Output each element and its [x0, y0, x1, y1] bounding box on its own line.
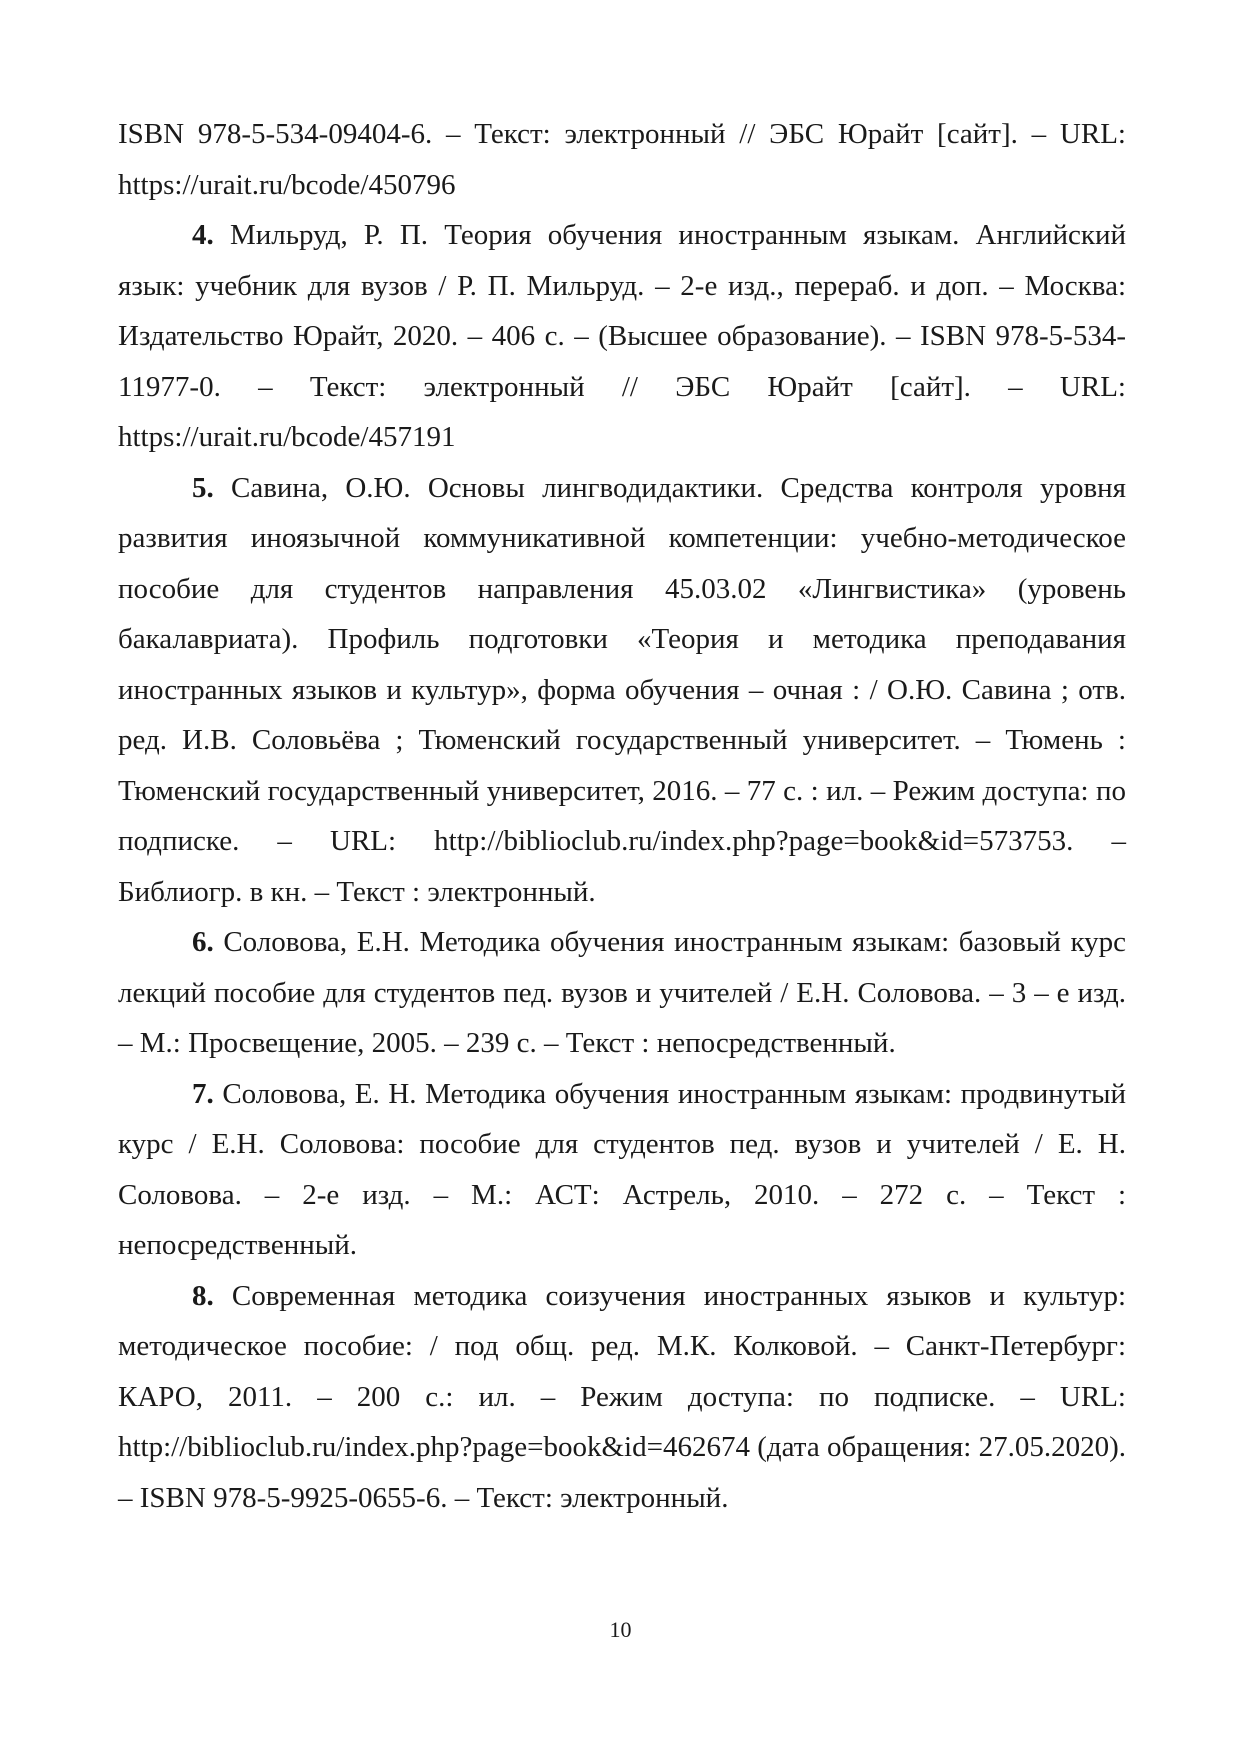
page-number: 10 [609, 1617, 632, 1642]
reference-continuation: ISBN 978-5-534-09404-6. – Текст: электронный // ЭБС Юрайт [сайт]. – URL: https://urait.ru/bcode/450796 [118, 118, 1126, 201]
reference-item-4 [118, 210, 1126, 463]
reference-number: 7. [192, 1077, 214, 1110]
reference-text: Соловова, Е.Н. Методика обучения иностранным языкам: базовый курс лекций пособие для студентов пед. вузов и учителей / Е.Н. Соловова. – 3 – е изд. – М.: Просвещение, 2005. – 239 с. – Текст : непосредственный. [118, 926, 1126, 1059]
reference-number: 6. [192, 926, 214, 958]
reference-text: Савина, О.Ю. Основы лингводидактики. Средства контроля уровня развития иноязычной коммуникативной компетенции: учебно-методическое пособие для студентов направления 45.03.02 «Лингвистика» (уровень бакалавриата). Профиль подготовки «Теория и методика преподавания иностранных языков и культур», форма обучения – очная : / О.Ю. Савина ; отв. ред. И.В. Соловьёва ; Тюменский государственный университет. – Тюмень : Тюменский государственный университет, 2016. – 77 с. : ил. – Режим доступа: по подписке. – URL: http://biblioclub.ru/index.php?page=book&id=573753. – Библиогр. в кн. – Текст : электронный. [118, 471, 1126, 908]
reference-number: 5. [192, 471, 214, 504]
reference-list [118, 109, 1126, 1523]
reference-item-7 [118, 1069, 1126, 1271]
reference-item-8 [118, 1271, 1126, 1524]
reference-item-6 [118, 917, 1126, 1069]
reference-item-5 [118, 463, 1126, 918]
reference-text: Мильруд, Р. П. Теория обучения иностранным языкам. Английский язык: учебник для вузов / Р. П. Мильруд. – 2-е изд., перераб. и доп. – Москва: Издательство Юрайт, 2020. – 406 с. – (Высшее образование). – ISBN 978-5-534-11977-0. – Текст: электронный // ЭБС Юрайт [сайт]. – URL: https://urait.ru/bcode/457191 [118, 219, 1126, 453]
reference-number: 8. [192, 1279, 214, 1312]
reference-text: Современная методика соизучения иностранных языков и культур: методическое пособие: / под общ. ред. М.К. Колковой. – Санкт-Петербург: КАРО, 2011. – 200 с.: ил. – Режим доступа: по подписке. – URL: http://biblioclub.ru/index.php?page=book&id=462674 (дата обращения: 27.05.2020). – ISBN 978-5-9925-0655-6. – Текст: электронный. [118, 1279, 1127, 1514]
reference-text: Соловова, Е. Н. Методика обучения иностранным языкам: продвинутый курс / Е.Н. Соловова: пособие для студентов пед. вузов и учителей / Е. Н. Соловова. – 2-е изд. – М.: АСТ: Астрель, 2010. – 272 с. – Текст : непосредственный. [118, 1077, 1126, 1261]
reference-number: 4. [192, 219, 214, 251]
